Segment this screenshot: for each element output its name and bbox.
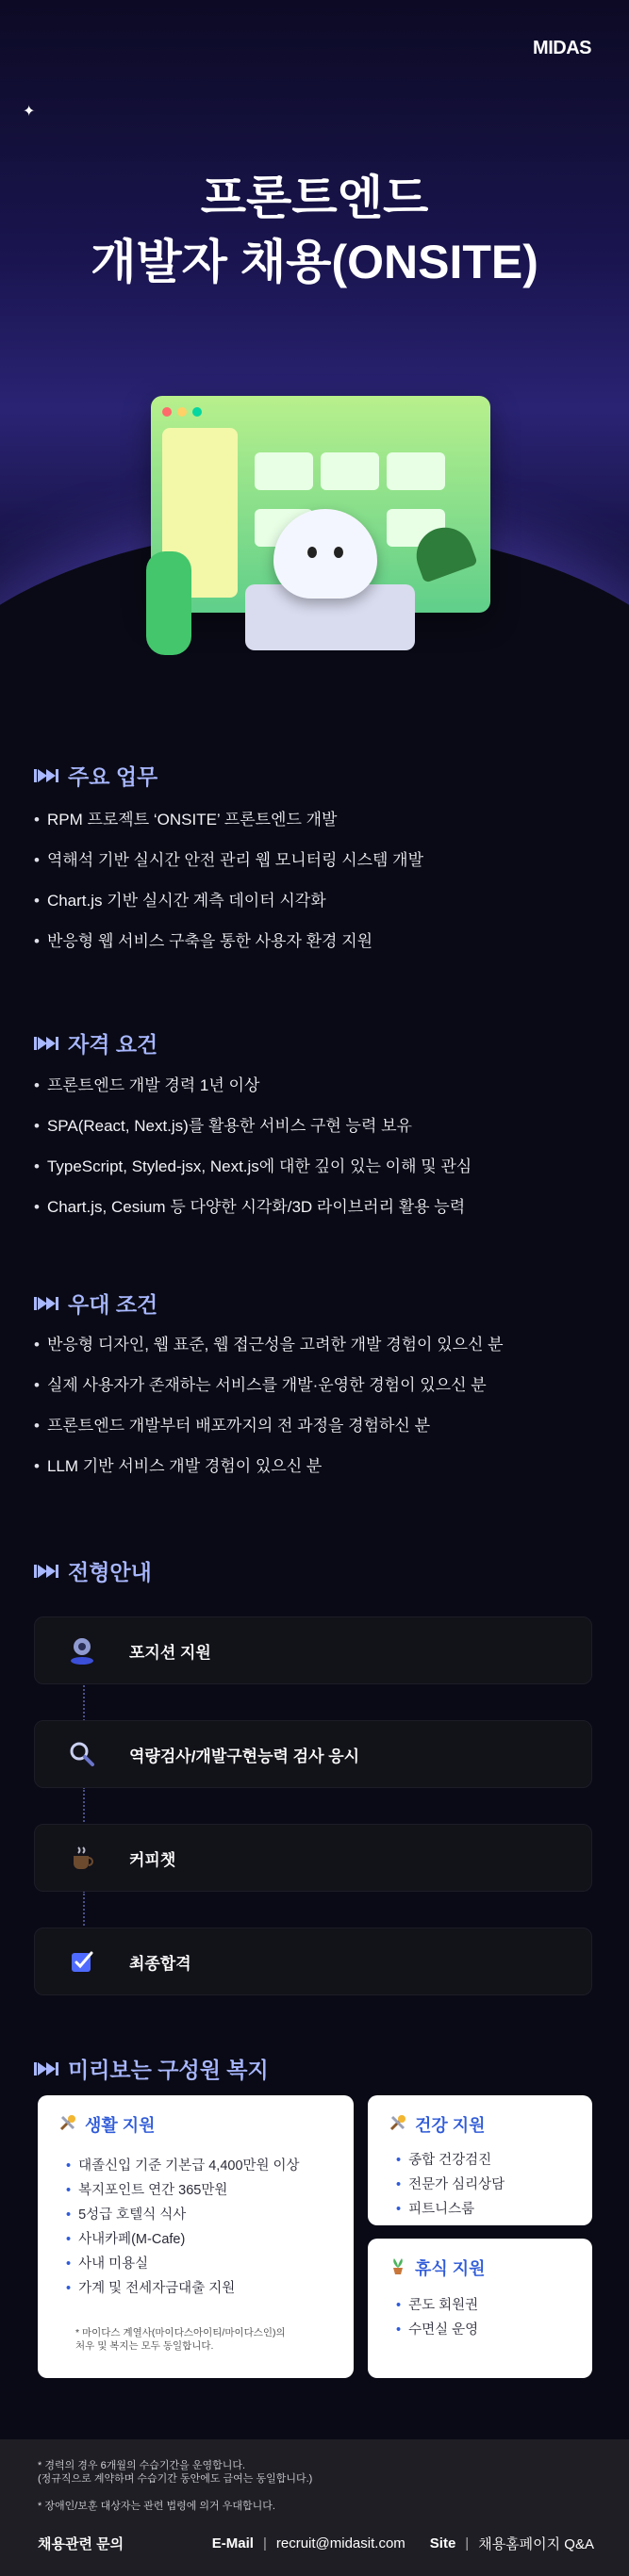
list-item: • RPM 프로젝트 ‘ONSITE’ 프론트엔드 개발	[34, 811, 338, 829]
list-item: • 반응형 웹 서비스 구축을 통한 사용자 환경 지원	[34, 932, 373, 950]
list-item: • 복지포인트 연간 365만원	[79, 2178, 300, 2203]
double-play-icon	[34, 1035, 60, 1052]
footer-note-probation: * 경력의 경우 6개월의 수습기간을 운영합니다.	[38, 2460, 246, 2471]
tools-icon	[58, 2113, 77, 2137]
step-label: 커피챗	[129, 1850, 176, 1869]
list-item: • 전문가 심리상담	[409, 2173, 505, 2197]
process-step	[34, 1824, 592, 1892]
cactus-icon	[146, 551, 191, 655]
section-title-text: 전형안내	[68, 1560, 152, 1584]
list-item: • 피트니스룸	[409, 2197, 505, 2222]
window-dot-icon	[192, 407, 202, 417]
double-play-icon	[34, 1295, 60, 1312]
hero-title-line1: 프론트엔드	[200, 172, 429, 224]
process-step	[34, 1720, 592, 1788]
window-card	[255, 452, 313, 490]
benefit-card-header	[389, 2256, 486, 2280]
benefit-card-title: 생활 지원	[85, 2116, 156, 2135]
process-step	[34, 1928, 592, 1995]
hero-title-line2: 개발자 채용(ONSITE)	[91, 236, 538, 288]
list-item: • 수면실 운영	[409, 2318, 478, 2342]
email-label: E-Mail	[211, 2535, 254, 2551]
list-item: • 사내 미용실	[79, 2252, 300, 2276]
window-dot-icon	[162, 407, 172, 417]
step-connector	[83, 1682, 85, 1725]
list-item: • 반응형 디자인, 웹 표준, 웹 접근성을 고려한 개발 경험이 있으신 분	[34, 1336, 504, 1354]
midas-logo: MIDAS	[533, 38, 591, 58]
window-dot-icon	[177, 407, 187, 417]
sparkle-icon: ✦	[23, 104, 36, 120]
double-play-icon	[34, 767, 60, 784]
mascot-eye	[307, 547, 317, 558]
magnifier-icon	[54, 1741, 110, 1767]
list-item: • SPA(React, Next.js)를 활용한 서비스 구현 능력 보유	[34, 1117, 412, 1135]
list-item: • 콘도 회원권	[409, 2293, 478, 2318]
list-item: • 5성급 호텔식 식사	[79, 2203, 300, 2227]
section-preferred-title	[34, 1288, 157, 1319]
list-item: • 가계 및 전세자금대출 지원	[79, 2276, 300, 2301]
email-link[interactable]: recruit@midasit.com	[275, 2535, 406, 2551]
duties-list	[34, 799, 423, 961]
list-item: • TypeScript, Styled-jsx, Next.js에 대한 깊이 있는 이해 및 관심	[34, 1157, 472, 1175]
window-card	[387, 452, 445, 490]
list-item: • Chart.js 기반 실시간 계측 데이터 시각화	[34, 892, 326, 910]
coffee-icon	[54, 1845, 110, 1871]
site-link[interactable]: 채용홈페이지 Q&A	[478, 2536, 594, 2552]
hero-banner	[0, 0, 629, 745]
section-requirements-title	[34, 1027, 157, 1058]
benefit-list	[409, 2148, 505, 2222]
benefit-list	[79, 2154, 300, 2301]
benefit-card-title: 휴식 지원	[415, 2259, 486, 2278]
double-play-icon	[34, 1563, 60, 1580]
list-item: • 프론트엔드 개발 경력 1년 이상	[34, 1076, 260, 1094]
list-item: • 사내카페(M-Cafe)	[79, 2227, 300, 2252]
list-item: • LLM 기반 서비스 개발 경험이 있으신 분	[34, 1457, 323, 1475]
hero-illustration	[141, 386, 500, 660]
benefit-card-health	[368, 2095, 592, 2225]
process-step	[34, 1616, 592, 1684]
list-item: • 대졸신입 기준 기본급 4,400만원 이상	[79, 2154, 300, 2178]
section-title-text: 우대 조건	[68, 1292, 158, 1317]
contact-label: 채용관련 문의	[38, 2536, 124, 2552]
tools-icon	[389, 2113, 407, 2137]
benefit-card-header	[58, 2112, 156, 2137]
section-benefits-title	[34, 2053, 269, 2084]
benefit-note-line2: 처우 및 복지는 모두 동일합니다.	[75, 2340, 214, 2352]
footer-note-probation-detail: (정규직으로 계약하며 수습기간 동안에도 급여는 동일합니다.)	[38, 2473, 313, 2485]
divider: |	[262, 2535, 267, 2551]
step-label: 포지션 지원	[129, 1643, 211, 1662]
list-item: • 종합 건강검진	[409, 2148, 505, 2173]
preferred-list	[34, 1324, 504, 1486]
benefit-note-line1: * 마이다스 계열사(마이다스아이티/마이다스인)의	[75, 2327, 286, 2338]
site-label: Site	[429, 2535, 456, 2551]
benefit-card-rest	[368, 2239, 592, 2378]
location-pin-icon	[54, 1636, 110, 1665]
list-item: • 역해석 기반 실시간 안전 관리 웹 모니터링 시스템 개발	[34, 851, 424, 869]
section-title-text: 미리보는 구성원 복지	[68, 2058, 269, 2082]
benefit-list	[409, 2293, 478, 2342]
checkbox-icon	[54, 1948, 110, 1975]
benefit-card-life	[38, 2095, 354, 2378]
footer-note-veterans: * 장애인/보훈 대상자는 관련 법령에 의거 우대합니다.	[38, 2501, 275, 2512]
list-item: • 프론트엔드 개발부터 배포까지의 전 과정을 경험하신 분	[34, 1417, 430, 1435]
section-title-text: 주요 업무	[68, 764, 158, 789]
benefit-card-title: 건강 지원	[415, 2116, 486, 2135]
divider: |	[465, 2535, 470, 2551]
list-item: • Chart.js, Cesium 등 다양한 시각화/3D 라이브러리 활용 능력	[34, 1198, 466, 1216]
double-play-icon	[34, 2060, 60, 2077]
requirements-list	[34, 1065, 472, 1227]
list-item: • 실제 사용자가 존재하는 서비스를 개발·운영한 경험이 있으신 분	[34, 1376, 487, 1394]
mascot-eye	[334, 547, 343, 558]
section-duties-title	[34, 760, 157, 791]
potted-plant-icon	[389, 2256, 407, 2280]
benefit-card-header	[389, 2112, 486, 2137]
step-label: 최종합격	[129, 1954, 191, 1973]
footer-contact-bar	[38, 2534, 594, 2553]
section-process-title	[34, 1555, 152, 1586]
window-card	[321, 452, 379, 490]
step-label: 역량검사/개발구현능력 검사 응시	[129, 1747, 360, 1765]
section-title-text: 자격 요건	[68, 1032, 158, 1057]
